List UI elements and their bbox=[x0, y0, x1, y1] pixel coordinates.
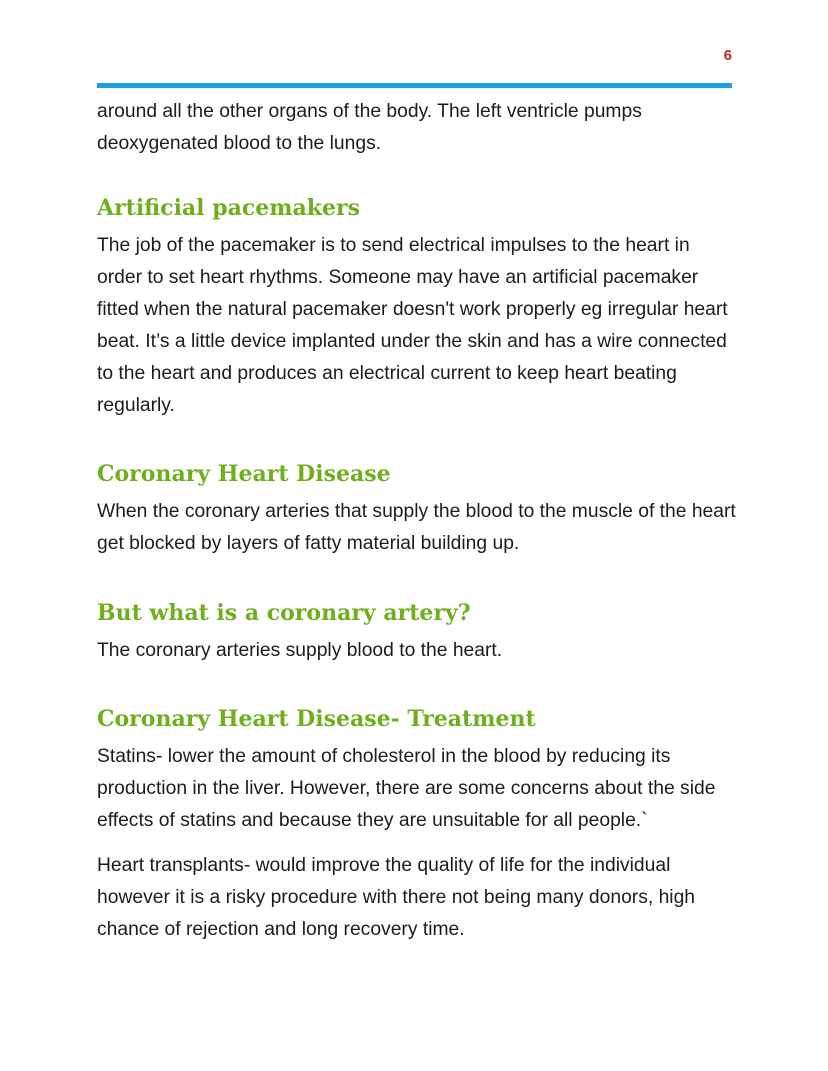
header-rule bbox=[97, 83, 732, 88]
heading-coronary-artery: But what is a coronary artery? bbox=[97, 600, 471, 626]
chd-paragraph: When the coronary arteries that supply the blood to the muscle of the heart get blocked by layers of fatty material building up. bbox=[97, 501, 736, 554]
heading-chd-treatment: Coronary Heart Disease- Treatment bbox=[97, 706, 536, 732]
heading-artificial-pacemakers: Artificial pacemakers bbox=[97, 195, 360, 221]
statins-paragraph: Statins- lower the amount of cholesterol in the blood by reducing its production in the liver. However, there are some concerns about the side effects of statins and because they are unsuitable for all people.` bbox=[97, 746, 716, 831]
pacemakers-paragraph: The job of the pacemaker is to send electrical impulses to the heart in order to set heart rhythms. Someone may have an artificial pacemaker fitted when the natural pacemaker doesn't work properly eg irregular heart beat. It’s a little device implanted under the skin and has a wire connected to the heart and produces an electrical current to keep heart beating regularly. bbox=[97, 235, 728, 416]
heading-coronary-heart-disease: Coronary Heart Disease bbox=[97, 461, 391, 487]
artery-paragraph: The coronary arteries supply blood to the heart. bbox=[97, 640, 503, 661]
transplants-paragraph: Heart transplants- would improve the quality of life for the individual however it is a risky procedure with there not being many donors, high chance of rejection and long recovery time. bbox=[97, 855, 696, 940]
page-content bbox=[97, 96, 737, 946]
intro-paragraph: around all the other organs of the body. The left ventricle pumps deoxygenated blood to the lungs. bbox=[97, 101, 642, 154]
page-number: 6 bbox=[723, 47, 732, 64]
